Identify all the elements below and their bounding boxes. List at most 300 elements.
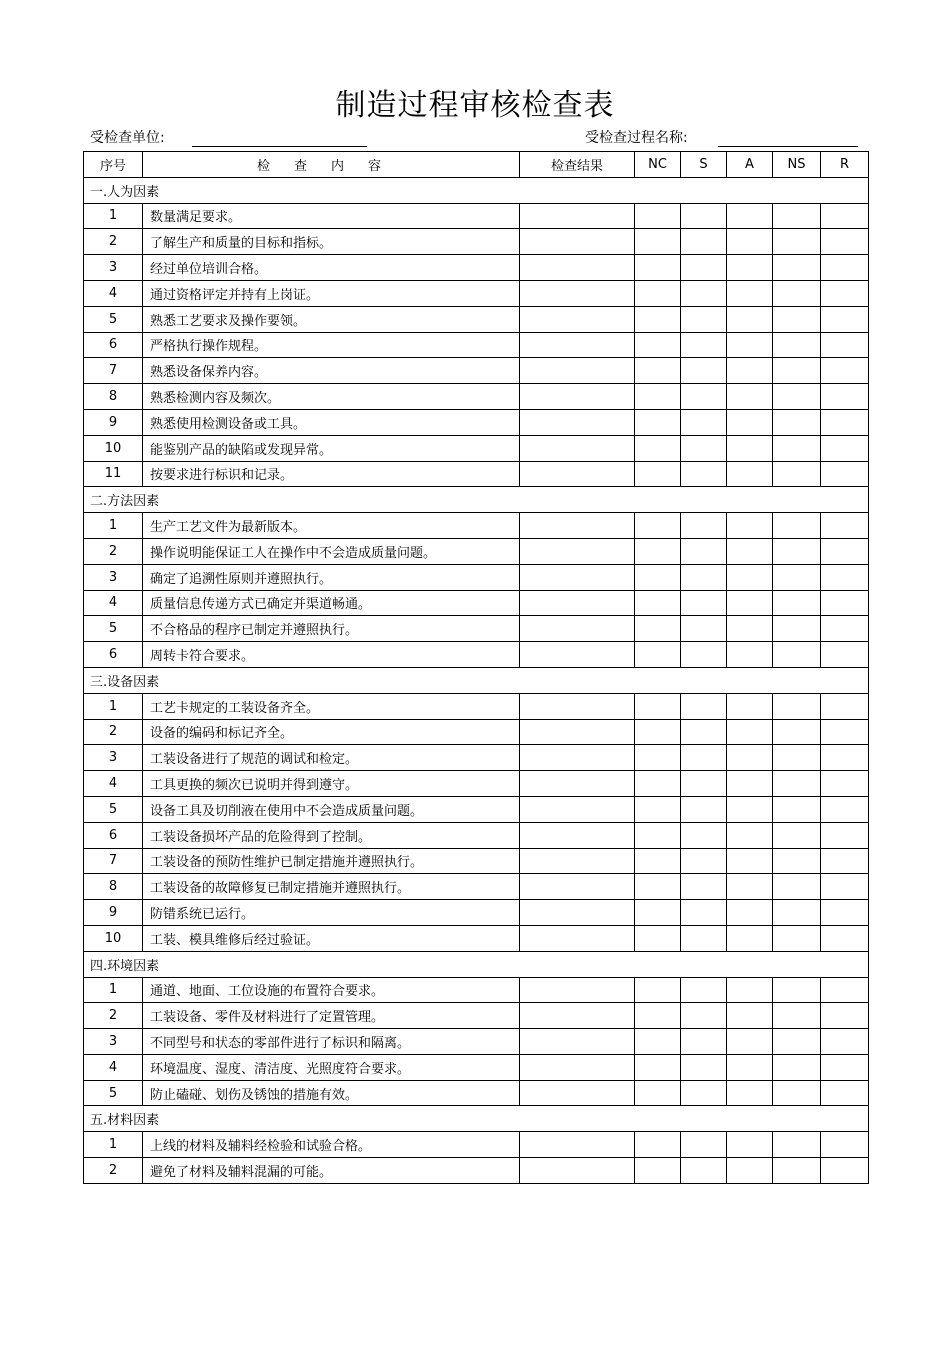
result-cell[interactable] [520, 796, 635, 822]
result-cell[interactable] [520, 1080, 635, 1106]
a-cell[interactable] [727, 1029, 773, 1055]
nc-cell[interactable] [635, 848, 681, 874]
checklist-body [84, 177, 869, 1183]
section-row [84, 951, 869, 977]
item-number: 3 [84, 255, 143, 281]
a-cell[interactable] [727, 1054, 773, 1080]
s-cell[interactable] [681, 384, 727, 410]
r-cell[interactable] [821, 1132, 869, 1158]
result-cell[interactable] [520, 642, 635, 668]
ns-cell[interactable] [773, 203, 821, 229]
item-number: 8 [84, 384, 143, 410]
result-cell[interactable] [520, 1132, 635, 1158]
ns-cell[interactable] [773, 538, 821, 564]
nc-cell[interactable] [635, 1054, 681, 1080]
item-content: 通道、地面、工位设施的布置符合要求。 [143, 977, 520, 1003]
ns-cell[interactable] [773, 822, 821, 848]
section-title: 二.方法因素 [84, 487, 869, 513]
result-cell[interactable] [520, 461, 635, 487]
s-cell[interactable] [681, 280, 727, 306]
ns-cell[interactable] [773, 409, 821, 435]
r-cell[interactable] [821, 435, 869, 461]
result-cell[interactable] [520, 358, 635, 384]
a-cell[interactable] [727, 384, 773, 410]
ns-cell[interactable] [773, 255, 821, 281]
result-cell[interactable] [520, 229, 635, 255]
nc-cell[interactable] [635, 384, 681, 410]
ns-cell[interactable] [773, 1080, 821, 1106]
r-cell[interactable] [821, 1029, 869, 1055]
table-row [84, 435, 869, 461]
nc-cell[interactable] [635, 693, 681, 719]
table-row [84, 332, 869, 358]
item-number: 4 [84, 1054, 143, 1080]
inspected-process-field[interactable] [718, 146, 858, 147]
s-cell[interactable] [681, 745, 727, 771]
r-cell[interactable] [821, 1054, 869, 1080]
a-cell[interactable] [727, 796, 773, 822]
item-content: 工具更换的频次已说明并得到遵守。 [143, 771, 520, 797]
r-cell[interactable] [821, 1003, 869, 1029]
item-number: 3 [84, 745, 143, 771]
item-number: 1 [84, 693, 143, 719]
table-row [84, 796, 869, 822]
ns-cell[interactable] [773, 1158, 821, 1184]
ns-cell[interactable] [773, 384, 821, 410]
nc-cell[interactable] [635, 229, 681, 255]
item-content: 周转卡符合要求。 [143, 642, 520, 668]
result-cell[interactable] [520, 332, 635, 358]
ns-cell[interactable] [773, 461, 821, 487]
ns-cell[interactable] [773, 590, 821, 616]
r-cell[interactable] [821, 564, 869, 590]
table-row [84, 693, 869, 719]
header-ns: NS [773, 152, 821, 178]
s-cell[interactable] [681, 590, 727, 616]
item-number: 5 [84, 1080, 143, 1106]
item-number: 5 [84, 306, 143, 332]
result-cell[interactable] [520, 1158, 635, 1184]
header-a: A [727, 152, 773, 178]
a-cell[interactable] [727, 693, 773, 719]
item-content: 工装设备损坏产品的危险得到了控制。 [143, 822, 520, 848]
nc-cell[interactable] [635, 513, 681, 539]
result-cell[interactable] [520, 1054, 635, 1080]
a-cell[interactable] [727, 332, 773, 358]
table-row [84, 280, 869, 306]
a-cell[interactable] [727, 306, 773, 332]
r-cell[interactable] [821, 796, 869, 822]
a-cell[interactable] [727, 642, 773, 668]
nc-cell[interactable] [635, 203, 681, 229]
nc-cell[interactable] [635, 538, 681, 564]
a-cell[interactable] [727, 203, 773, 229]
r-cell[interactable] [821, 513, 869, 539]
item-content: 不同型号和状态的零部件进行了标识和隔离。 [143, 1029, 520, 1055]
nc-cell[interactable] [635, 771, 681, 797]
item-number: 4 [84, 280, 143, 306]
r-cell[interactable] [821, 384, 869, 410]
item-number: 1 [84, 1132, 143, 1158]
a-cell[interactable] [727, 616, 773, 642]
result-cell[interactable] [520, 977, 635, 1003]
a-cell[interactable] [727, 590, 773, 616]
r-cell[interactable] [821, 280, 869, 306]
item-content: 环境温度、湿度、清洁度、光照度符合要求。 [143, 1054, 520, 1080]
r-cell[interactable] [821, 306, 869, 332]
item-content: 工装设备的预防性维护已制定措施并遵照执行。 [143, 848, 520, 874]
result-cell[interactable] [520, 1029, 635, 1055]
s-cell[interactable] [681, 435, 727, 461]
inspected-unit-label: 受检查单位: [90, 130, 165, 146]
nc-cell[interactable] [635, 409, 681, 435]
table-row [84, 848, 869, 874]
s-cell[interactable] [681, 1158, 727, 1184]
item-content: 熟悉检测内容及频次。 [143, 384, 520, 410]
nc-cell[interactable] [635, 1003, 681, 1029]
item-number: 4 [84, 771, 143, 797]
item-content: 工装设备的故障修复已制定措施并遵照执行。 [143, 874, 520, 900]
r-cell[interactable] [821, 616, 869, 642]
section-row [84, 487, 869, 513]
s-cell[interactable] [681, 564, 727, 590]
a-cell[interactable] [727, 1132, 773, 1158]
result-cell[interactable] [520, 203, 635, 229]
nc-cell[interactable] [635, 461, 681, 487]
nc-cell[interactable] [635, 796, 681, 822]
page-title: 制造过程审核检查表 [335, 88, 615, 123]
ns-cell[interactable] [773, 900, 821, 926]
table-row [84, 745, 869, 771]
table-row [84, 384, 869, 410]
result-cell[interactable] [520, 925, 635, 951]
ns-cell[interactable] [773, 1003, 821, 1029]
r-cell[interactable] [821, 590, 869, 616]
item-number: 8 [84, 874, 143, 900]
section-row [84, 1106, 869, 1132]
a-cell[interactable] [727, 771, 773, 797]
result-cell[interactable] [520, 384, 635, 410]
ns-cell[interactable] [773, 1054, 821, 1080]
a-cell[interactable] [727, 977, 773, 1003]
item-number: 9 [84, 409, 143, 435]
a-cell[interactable] [727, 564, 773, 590]
item-number: 3 [84, 564, 143, 590]
result-cell[interactable] [520, 255, 635, 281]
nc-cell[interactable] [635, 900, 681, 926]
ns-cell[interactable] [773, 435, 821, 461]
ns-cell[interactable] [773, 229, 821, 255]
item-content: 工装设备、零件及材料进行了定置管理。 [143, 1003, 520, 1029]
table-row [84, 719, 869, 745]
section-title: 三.设备因素 [84, 667, 869, 693]
result-cell[interactable] [520, 409, 635, 435]
nc-cell[interactable] [635, 435, 681, 461]
item-content: 避免了材料及辅料混漏的可能。 [143, 1158, 520, 1184]
item-number: 10 [84, 925, 143, 951]
result-cell[interactable] [520, 848, 635, 874]
s-cell[interactable] [681, 229, 727, 255]
result-cell[interactable] [520, 564, 635, 590]
header-nc: NC [635, 152, 681, 178]
item-content: 防止磕碰、划伤及锈蚀的措施有效。 [143, 1080, 520, 1106]
item-content: 严格执行操作规程。 [143, 332, 520, 358]
checklist-table [83, 151, 869, 1184]
s-cell[interactable] [681, 874, 727, 900]
header-result: 检查结果 [520, 152, 635, 178]
table-row [84, 616, 869, 642]
r-cell[interactable] [821, 977, 869, 1003]
s-cell[interactable] [681, 332, 727, 358]
a-cell[interactable] [727, 822, 773, 848]
s-cell[interactable] [681, 848, 727, 874]
s-cell[interactable] [681, 461, 727, 487]
nc-cell[interactable] [635, 1132, 681, 1158]
result-cell[interactable] [520, 771, 635, 797]
ns-cell[interactable] [773, 1132, 821, 1158]
s-cell[interactable] [681, 255, 727, 281]
table-row [84, 564, 869, 590]
item-number: 9 [84, 900, 143, 926]
a-cell[interactable] [727, 1003, 773, 1029]
ns-cell[interactable] [773, 796, 821, 822]
result-cell[interactable] [520, 719, 635, 745]
nc-cell[interactable] [635, 590, 681, 616]
r-cell[interactable] [821, 822, 869, 848]
nc-cell[interactable] [635, 822, 681, 848]
r-cell[interactable] [821, 874, 869, 900]
nc-cell[interactable] [635, 745, 681, 771]
s-cell[interactable] [681, 1080, 727, 1106]
r-cell[interactable] [821, 1080, 869, 1106]
result-cell[interactable] [520, 822, 635, 848]
ns-cell[interactable] [773, 693, 821, 719]
item-number: 6 [84, 822, 143, 848]
a-cell[interactable] [727, 461, 773, 487]
table-row [84, 358, 869, 384]
s-cell[interactable] [681, 1132, 727, 1158]
s-cell[interactable] [681, 1029, 727, 1055]
r-cell[interactable] [821, 229, 869, 255]
table-row [84, 771, 869, 797]
r-cell[interactable] [821, 693, 869, 719]
nc-cell[interactable] [635, 280, 681, 306]
a-cell[interactable] [727, 874, 773, 900]
nc-cell[interactable] [635, 874, 681, 900]
header-s: S [681, 152, 727, 178]
result-cell[interactable] [520, 435, 635, 461]
item-content: 不合格品的程序已制定并遵照执行。 [143, 616, 520, 642]
item-number: 11 [84, 461, 143, 487]
result-cell[interactable] [520, 693, 635, 719]
r-cell[interactable] [821, 925, 869, 951]
r-cell[interactable] [821, 745, 869, 771]
item-content: 按要求进行标识和记录。 [143, 461, 520, 487]
r-cell[interactable] [821, 771, 869, 797]
s-cell[interactable] [681, 409, 727, 435]
r-cell[interactable] [821, 1158, 869, 1184]
result-cell[interactable] [520, 616, 635, 642]
item-number: 7 [84, 848, 143, 874]
r-cell[interactable] [821, 332, 869, 358]
r-cell[interactable] [821, 203, 869, 229]
item-content: 数量满足要求。 [143, 203, 520, 229]
s-cell[interactable] [681, 1054, 727, 1080]
s-cell[interactable] [681, 900, 727, 926]
ns-cell[interactable] [773, 306, 821, 332]
ns-cell[interactable] [773, 513, 821, 539]
a-cell[interactable] [727, 925, 773, 951]
item-content: 确定了追溯性原则并遵照执行。 [143, 564, 520, 590]
item-content: 熟悉使用检测设备或工具。 [143, 409, 520, 435]
r-cell[interactable] [821, 719, 869, 745]
inspected-process-label: 受检查过程名称: [585, 130, 688, 146]
a-cell[interactable] [727, 409, 773, 435]
nc-cell[interactable] [635, 616, 681, 642]
item-number: 5 [84, 796, 143, 822]
result-cell[interactable] [520, 590, 635, 616]
r-cell[interactable] [821, 358, 869, 384]
table-row [84, 822, 869, 848]
r-cell[interactable] [821, 900, 869, 926]
nc-cell[interactable] [635, 719, 681, 745]
item-number: 1 [84, 977, 143, 1003]
result-cell[interactable] [520, 900, 635, 926]
ns-cell[interactable] [773, 642, 821, 668]
item-content: 熟悉工艺要求及操作要领。 [143, 306, 520, 332]
item-number: 10 [84, 435, 143, 461]
a-cell[interactable] [727, 745, 773, 771]
table-row [84, 306, 869, 332]
r-cell[interactable] [821, 848, 869, 874]
a-cell[interactable] [727, 280, 773, 306]
s-cell[interactable] [681, 203, 727, 229]
nc-cell[interactable] [635, 1029, 681, 1055]
result-cell[interactable] [520, 513, 635, 539]
r-cell[interactable] [821, 255, 869, 281]
ns-cell[interactable] [773, 280, 821, 306]
r-cell[interactable] [821, 642, 869, 668]
s-cell[interactable] [681, 616, 727, 642]
nc-cell[interactable] [635, 332, 681, 358]
item-number: 2 [84, 1003, 143, 1029]
ns-cell[interactable] [773, 848, 821, 874]
result-cell[interactable] [520, 1003, 635, 1029]
ns-cell[interactable] [773, 745, 821, 771]
a-cell[interactable] [727, 900, 773, 926]
a-cell[interactable] [727, 848, 773, 874]
a-cell[interactable] [727, 255, 773, 281]
s-cell[interactable] [681, 642, 727, 668]
nc-cell[interactable] [635, 925, 681, 951]
item-number: 4 [84, 590, 143, 616]
a-cell[interactable] [727, 1080, 773, 1106]
item-number: 1 [84, 513, 143, 539]
table-row [84, 255, 869, 281]
ns-cell[interactable] [773, 977, 821, 1003]
table-row [84, 229, 869, 255]
section-title: 四.环境因素 [84, 951, 869, 977]
table-row [84, 590, 869, 616]
item-number: 6 [84, 642, 143, 668]
item-content: 了解生产和质量的目标和指标。 [143, 229, 520, 255]
a-cell[interactable] [727, 435, 773, 461]
nc-cell[interactable] [635, 358, 681, 384]
nc-cell[interactable] [635, 1080, 681, 1106]
s-cell[interactable] [681, 977, 727, 1003]
ns-cell[interactable] [773, 771, 821, 797]
a-cell[interactable] [727, 513, 773, 539]
item-content: 工装、模具维修后经过验证。 [143, 925, 520, 951]
a-cell[interactable] [727, 229, 773, 255]
item-number: 3 [84, 1029, 143, 1055]
s-cell[interactable] [681, 513, 727, 539]
a-cell[interactable] [727, 719, 773, 745]
table-row [84, 203, 869, 229]
section-title: 五.材料因素 [84, 1106, 869, 1132]
inspected-unit-field[interactable] [192, 146, 367, 147]
ns-cell[interactable] [773, 719, 821, 745]
r-cell[interactable] [821, 538, 869, 564]
nc-cell[interactable] [635, 564, 681, 590]
item-content: 设备工具及切削液在使用中不会造成质量问题。 [143, 796, 520, 822]
ns-cell[interactable] [773, 925, 821, 951]
s-cell[interactable] [681, 358, 727, 384]
nc-cell[interactable] [635, 255, 681, 281]
r-cell[interactable] [821, 461, 869, 487]
s-cell[interactable] [681, 925, 727, 951]
nc-cell[interactable] [635, 1158, 681, 1184]
table-row [84, 538, 869, 564]
nc-cell[interactable] [635, 977, 681, 1003]
s-cell[interactable] [681, 1003, 727, 1029]
table-row [84, 1029, 869, 1055]
result-cell[interactable] [520, 874, 635, 900]
a-cell[interactable] [727, 538, 773, 564]
section-row [84, 177, 869, 203]
item-content: 工艺卡规定的工装设备齐全。 [143, 693, 520, 719]
item-number: 7 [84, 358, 143, 384]
s-cell[interactable] [681, 771, 727, 797]
result-cell[interactable] [520, 538, 635, 564]
a-cell[interactable] [727, 1158, 773, 1184]
ns-cell[interactable] [773, 874, 821, 900]
ns-cell[interactable] [773, 564, 821, 590]
ns-cell[interactable] [773, 332, 821, 358]
item-number: 5 [84, 616, 143, 642]
ns-cell[interactable] [773, 1029, 821, 1055]
item-content: 生产工艺文件为最新版本。 [143, 513, 520, 539]
s-cell[interactable] [681, 538, 727, 564]
a-cell[interactable] [727, 358, 773, 384]
ns-cell[interactable] [773, 616, 821, 642]
s-cell[interactable] [681, 719, 727, 745]
result-cell[interactable] [520, 306, 635, 332]
result-cell[interactable] [520, 280, 635, 306]
nc-cell[interactable] [635, 306, 681, 332]
s-cell[interactable] [681, 822, 727, 848]
header-row [84, 152, 869, 178]
table-row [84, 1132, 869, 1158]
r-cell[interactable] [821, 409, 869, 435]
s-cell[interactable] [681, 306, 727, 332]
s-cell[interactable] [681, 693, 727, 719]
result-cell[interactable] [520, 745, 635, 771]
item-content: 上线的材料及辅料经检验和试验合格。 [143, 1132, 520, 1158]
s-cell[interactable] [681, 796, 727, 822]
nc-cell[interactable] [635, 642, 681, 668]
ns-cell[interactable] [773, 358, 821, 384]
